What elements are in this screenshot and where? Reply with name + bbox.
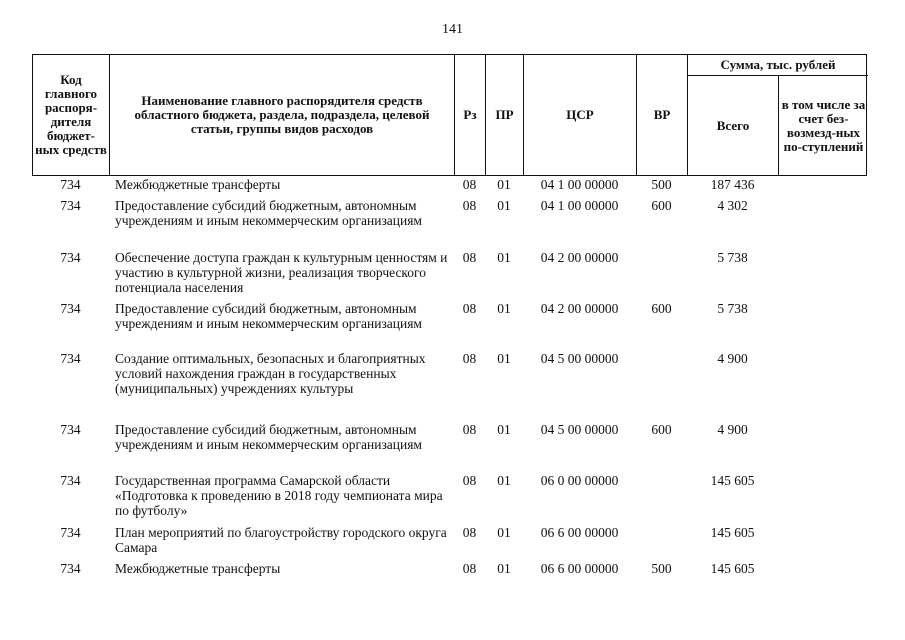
table-row (32, 301, 867, 351)
cell-rz: 08 (462, 250, 477, 265)
page-number: 141 (442, 22, 463, 37)
cell-csr: 04 1 00 00000 (540, 198, 619, 213)
cell-name: Межбюджетные трансферты (115, 561, 281, 576)
cell-total: 187 436 (710, 177, 755, 192)
header-name: Наименование главного распорядителя средств областного бюджета, раздела, подраздела, целевой статьи, группы видов расходов (110, 55, 455, 175)
cell-total: 145 605 (710, 473, 755, 488)
cell-csr: 04 2 00 00000 (540, 301, 619, 316)
header-total: Всего (688, 76, 779, 175)
cell-rz: 08 (462, 198, 477, 213)
cell-total: 4 900 (717, 351, 748, 366)
table-row (32, 561, 867, 582)
cell-code: 734 (60, 198, 81, 213)
cell-vr: 600 (651, 198, 672, 213)
cell-pr: 01 (497, 422, 511, 437)
cell-code: 734 (60, 561, 81, 576)
table-row (32, 473, 867, 525)
cell-pr: 01 (497, 525, 511, 540)
cell-name: Обеспечение доступа граждан к культурным ценностям и участию в культурной жизни, реализация творческого потенциала населения (115, 250, 448, 295)
cell-name: Предоставление субсидий бюджетным, автономным учреждениям и иным некоммерческим организациям (115, 301, 422, 331)
cell-code: 734 (60, 177, 81, 192)
cell-vr (636, 250, 687, 301)
cell-pr: 01 (497, 177, 511, 192)
cell-rz: 08 (462, 177, 477, 192)
cell-including (778, 351, 867, 422)
cell-vr (636, 351, 687, 422)
cell-code: 734 (60, 525, 81, 540)
cell-vr (636, 525, 687, 561)
cell-csr: 04 1 00 00000 (540, 177, 619, 192)
cell-name: Государственная программа Самарской области «Подготовка к проведению в 2018 году чемпионата мира по футболу» (115, 473, 443, 518)
cell-vr: 600 (651, 301, 672, 316)
cell-pr: 01 (497, 301, 511, 316)
cell-vr (636, 473, 687, 525)
table-row (32, 422, 867, 473)
cell-csr: 04 2 00 00000 (540, 250, 619, 265)
cell-total: 4 302 (717, 198, 748, 213)
cell-name: План мероприятий по благоустройству городского округа Самара (115, 525, 447, 555)
cell-name: Межбюджетные трансферты (115, 177, 281, 192)
cell-rz: 08 (462, 561, 477, 576)
cell-pr: 01 (497, 561, 511, 576)
cell-including (778, 422, 867, 473)
cell-including (778, 525, 867, 561)
header-csr: ЦСР (524, 55, 637, 175)
cell-code: 734 (60, 473, 81, 488)
cell-name: Предоставление субсидий бюджетным, автономным учреждениям и иным некоммерческим организациям (115, 422, 422, 452)
cell-csr: 06 6 00 00000 (540, 525, 619, 540)
cell-pr: 01 (497, 198, 511, 213)
cell-total: 5 738 (717, 250, 748, 265)
cell-rz: 08 (462, 525, 477, 540)
header-sum: Сумма, тыс. рублей (688, 55, 868, 76)
header-pr: ПР (486, 55, 524, 175)
table-body (32, 177, 867, 582)
cell-including (778, 473, 867, 525)
cell-name: Предоставление субсидий бюджетным, автономным учреждениям и иным некоммерческим организациям (115, 198, 422, 228)
cell-csr: 06 6 00 00000 (540, 561, 619, 576)
cell-csr: 04 5 00 00000 (540, 422, 619, 437)
table-row (32, 198, 867, 250)
cell-rz: 08 (462, 301, 477, 316)
cell-code: 734 (60, 351, 81, 366)
table-row (32, 177, 867, 198)
cell-csr: 06 0 00 00000 (540, 473, 619, 488)
cell-pr: 01 (497, 473, 511, 488)
header-including: в том числе за счет без-возмезд-ных по-ступлений (781, 96, 866, 154)
table-row (32, 525, 867, 561)
table-row (32, 351, 867, 422)
cell-rz: 08 (462, 351, 477, 366)
cell-code: 734 (60, 422, 81, 437)
cell-including (778, 301, 867, 351)
header-code: Код главного распоря-дителя бюджет-ных средств (33, 55, 110, 175)
cell-pr: 01 (497, 351, 511, 366)
cell-total: 145 605 (710, 525, 755, 540)
cell-including (778, 561, 867, 582)
cell-csr: 04 5 00 00000 (540, 351, 619, 366)
cell-rz: 08 (462, 422, 477, 437)
cell-including (778, 250, 867, 301)
table-row (32, 250, 867, 301)
cell-including (778, 198, 867, 250)
cell-vr: 600 (651, 422, 672, 437)
header-rz: Рз (455, 55, 486, 175)
cell-total: 4 900 (717, 422, 748, 437)
cell-vr: 500 (651, 561, 672, 576)
cell-code: 734 (60, 250, 81, 265)
cell-rz: 08 (462, 473, 477, 488)
cell-vr: 500 (651, 177, 672, 192)
cell-pr: 01 (497, 250, 511, 265)
cell-including (778, 177, 867, 198)
cell-name: Создание оптимальных, безопасных и благоприятных условий нахождения граждан в государственных (муниципальных) учреждениях культуры (115, 351, 426, 396)
header-vr: ВР (637, 55, 688, 175)
cell-total: 145 605 (710, 561, 755, 576)
cell-total: 5 738 (717, 301, 748, 316)
cell-code: 734 (60, 301, 81, 316)
table-header (32, 54, 867, 176)
